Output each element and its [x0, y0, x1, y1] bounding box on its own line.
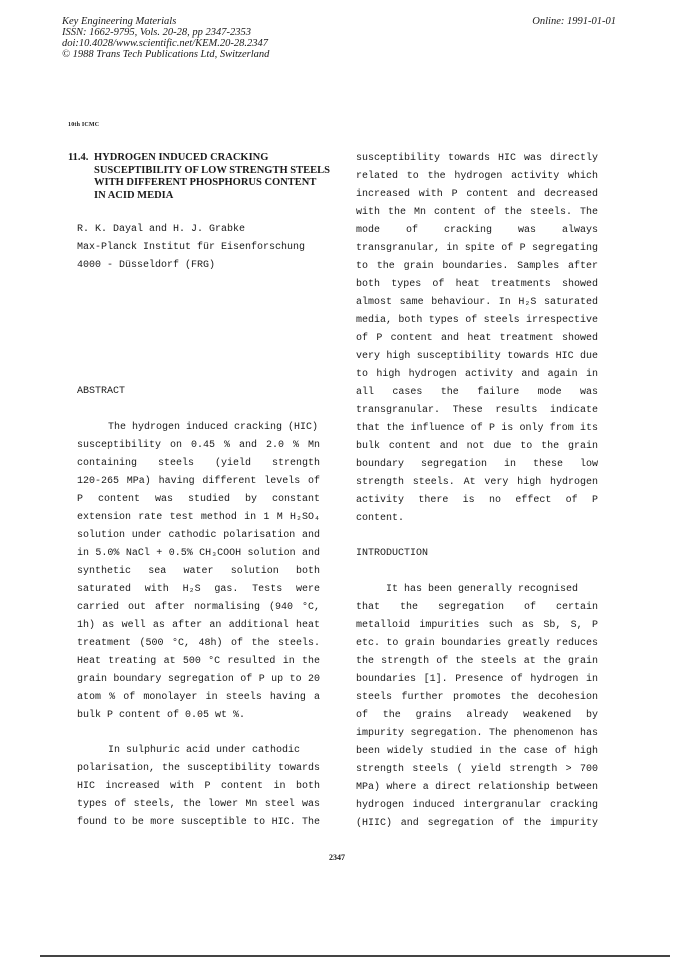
- text-line: strength steels. At very high hydrogen: [356, 477, 598, 488]
- text-line: very high susceptibility towards HIC due: [356, 351, 598, 362]
- text-line: hydrogen induced intergranular cracking: [356, 800, 598, 811]
- text-line: strength steels ( yield strength > 700: [356, 764, 598, 775]
- text-line: The hydrogen induced cracking (HIC): [108, 422, 319, 433]
- text-line: to the grain boundaries. Samples after: [356, 261, 598, 272]
- text-line: found to be more susceptible to HIC. The: [77, 817, 320, 828]
- text-line: increased with P content and decreased: [356, 189, 598, 200]
- text-line: of the grains already weakened by: [356, 710, 598, 721]
- text-line: boundaries [1]. Presence of hydrogen in: [356, 674, 598, 685]
- text-line: P content was studied by constant: [77, 494, 320, 505]
- text-line: bulk content and not due to the grain: [356, 441, 598, 452]
- text-line: that the segregation of certain: [356, 602, 598, 613]
- title-line: HYDROGEN INDUCED CRACKING: [94, 152, 269, 163]
- copyright-line: © 1988 Trans Tech Publications Ltd, Switzerland: [62, 49, 270, 60]
- bottom-rule: [40, 955, 670, 957]
- text-line: 120-265 MPa) having different levels of: [77, 476, 320, 487]
- text-line: MPa) where a direct relationship between: [356, 782, 598, 793]
- text-line: treatment (500 °C, 48h) of the steels.: [77, 638, 320, 649]
- text-line: content.: [356, 513, 405, 524]
- title-line: IN ACID MEDIA: [94, 189, 174, 201]
- text-line: of P content and heat treatment showed: [356, 333, 598, 344]
- title-line: SUSCEPTIBILITY OF LOW STRENGTH STEELS: [94, 164, 330, 176]
- text-line: 1h) as well as after an additional heat: [77, 620, 320, 631]
- introduction-heading: INTRODUCTION: [356, 548, 429, 559]
- paper-title: [94, 152, 344, 202]
- abstract-heading: ABSTRACT: [77, 386, 126, 397]
- text-line: (HIIC) and segregation of the impurity: [356, 818, 598, 829]
- text-line: bulk P content of 0.05 wt %.: [77, 710, 246, 721]
- text-line: media, both types of steels irrespective: [356, 315, 598, 326]
- author-names: R. K. Dayal and H. J. Grabke: [77, 224, 246, 235]
- section-number: 11.4.: [68, 152, 89, 163]
- text-line: activity there is no effect of P: [356, 495, 598, 506]
- text-line: the strength of the steels at the grain: [356, 656, 598, 667]
- title-line: WITH DIFFERENT PHOSPHORUS CONTENT: [94, 177, 317, 188]
- text-line: etc. to grain boundaries greatly reduces: [356, 638, 598, 649]
- doi-line: doi:10.4028/www.scientific.net/KEM.20-28.2347: [62, 38, 268, 49]
- text-line: grain boundary segregation of P up to 20: [77, 674, 320, 685]
- text-line: transgranular, in spite of P segregating: [356, 243, 598, 254]
- journal-name: Key Engineering Materials: [62, 16, 177, 27]
- text-line: to high hydrogen activity and again in: [356, 369, 598, 380]
- text-line: both types of heat treatments showed: [356, 279, 598, 290]
- text-line: almost same behaviour. In H₂S saturated: [356, 297, 598, 308]
- text-line: with the Mn content of the steels. The: [356, 207, 598, 218]
- text-line: extension rate test method in 1 M H₂SO₄: [77, 512, 320, 523]
- author-location: 4000 - Düsseldorf (FRG): [77, 260, 216, 271]
- issn-line: ISSN: 1662-9795, Vols. 20-28, pp 2347-2353: [62, 27, 251, 38]
- text-line: carried out after normalising (940 °C,: [77, 602, 320, 613]
- conference-label: 10th ICMC: [68, 122, 100, 128]
- text-line: HIC increased with P content in both: [77, 781, 320, 792]
- text-line: in 5.0% NaCl + 0.5% CH₃COOH solution and: [77, 548, 320, 559]
- text-line: boundary segregation in these low: [356, 459, 598, 470]
- text-line: related to the hydrogen activity which: [356, 171, 598, 182]
- text-line: It has been generally recognised: [386, 584, 579, 595]
- text-line: susceptibility on 0.45 % and 2.0 % Mn: [77, 440, 320, 451]
- page-number: 2347: [329, 853, 345, 862]
- text-line: steels further promotes the decohesion: [356, 692, 598, 703]
- author-affiliation: Max-Planck Institut für Eisenforschung: [77, 242, 306, 253]
- text-line: containing steels (yield strength: [77, 458, 320, 469]
- text-line: solution under cathodic polarisation and: [77, 530, 320, 541]
- text-line: all cases the failure mode was: [356, 387, 598, 398]
- text-line: atom % of monolayer in steels having a: [77, 692, 320, 703]
- text-line: mode of cracking was always: [356, 225, 598, 236]
- text-line: transgranular. These results indicate: [356, 405, 598, 416]
- text-line: saturated with H₂S gas. Tests were: [77, 584, 320, 595]
- text-line: impurity segregation. The phenomenon has: [356, 728, 598, 739]
- text-line: polarisation, the susceptibility towards: [77, 763, 320, 774]
- journal-header: [62, 16, 269, 60]
- text-line: In sulphuric acid under cathodic: [108, 745, 301, 756]
- text-line: susceptibility towards HIC was directly: [356, 153, 598, 164]
- text-line: metalloid impurities such as Sb, S, P: [356, 620, 598, 631]
- text-line: synthetic sea water solution both: [77, 566, 320, 577]
- text-line: been widely studied in the case of high: [356, 746, 598, 757]
- online-date: Online: 1991-01-01: [532, 16, 616, 27]
- text-line: that the influence of P is only from its: [356, 423, 598, 434]
- text-line: Heat treating at 500 °C resulted in the: [77, 656, 320, 667]
- text-line: types of steels, the lower Mn steel was: [77, 799, 320, 810]
